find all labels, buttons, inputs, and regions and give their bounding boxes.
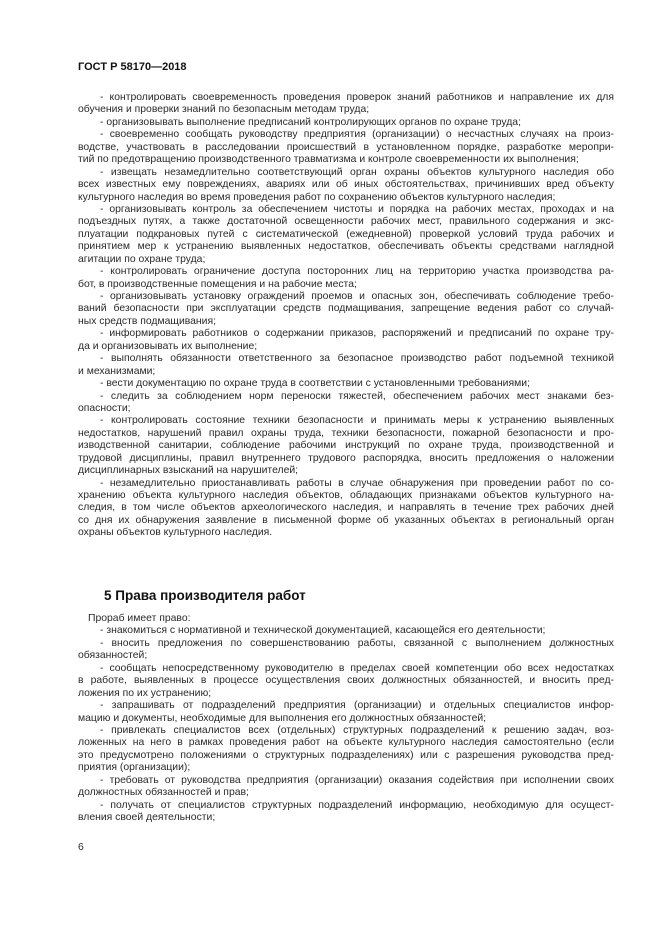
text-line: и механизмами; [78, 365, 156, 377]
text-line: изводственной санитарии, соблюдение рабочими инструкций по охране труда, производственной и [78, 440, 614, 452]
text-line: охраны объектов культурного наследия. [78, 527, 273, 539]
paragraph [78, 663, 614, 700]
text-line: ваний безопасности при эксплуатации средств подмащивания, запрещение ведения работ со случай- [78, 303, 614, 315]
paragraph [78, 478, 614, 540]
text-line: - запрашивать от подразделений предприятия (организации) и отдельных специалистов инфор- [100, 700, 614, 712]
paragraph [78, 700, 614, 725]
text-line: да и организовывать их выполнение; [78, 340, 258, 352]
text-line: приятия (организации); [78, 762, 191, 774]
text-line: бот, в производственные помещения и на рабочие места; [78, 278, 357, 290]
text-line: мацию и документы, необходимые для выполнения его должностных обязанностей; [78, 712, 487, 724]
paragraph [78, 117, 614, 129]
text-line: это предусмотрено положениями о структурных подразделениях) или с разрешения руководства пред- [78, 749, 614, 761]
paragraph [78, 415, 614, 477]
paragraph [78, 129, 614, 166]
text-line: следия, в том числе объектов археологического наследия, и направлять в течение трех рабочих дней [78, 502, 614, 514]
text-line: - организовывать установку ограждений проемов и опасных зон, обеспечивать соблюдение требо- [100, 291, 614, 302]
text-line: - сообщать непосредственному руководителю в пределах своей компетенции обо всех недостатках [100, 662, 614, 674]
paragraph [78, 204, 614, 266]
text-line: - выполнять обязанности ответственного за безопасное производство работ подъемной техникой [100, 353, 614, 365]
text-line: опасности; [78, 402, 131, 414]
text-line: агитации по охране труда; [78, 253, 206, 265]
text-line: должностных обязанностей и прав; [78, 787, 249, 799]
paragraph [78, 353, 614, 378]
text-line: хранению объекта культурного наследия объектов, обладающих признаками объектов культурного на- [78, 490, 614, 501]
paragraph [78, 775, 614, 800]
paragraph [78, 328, 614, 353]
text-line: обучения и проверки знаний по безопасным методам труда; [78, 104, 370, 116]
paragraph [78, 266, 614, 291]
paragraph [78, 638, 614, 663]
text-line: - знакомиться с нормативной и технической документацией, касающейся его деятельности; [100, 625, 546, 637]
paragraph [78, 92, 614, 117]
text-line: культурного наследия во время проведения работ по сохранению объектов культурного наследия; [78, 191, 556, 203]
text-line: всех известных ему повреждениях, авариях или об иных обстоятельствах, причинивших вред объекту [78, 179, 614, 191]
rights-list [78, 613, 614, 824]
text-line: недостатков, нарушений правил охраны труда, техники безопасности, пожарной безопасности и про- [78, 427, 614, 439]
text-line: - контролировать своевременность проведения проверок знаний работников и направление их для [100, 92, 614, 103]
text-line: - следить за соблюдением норм переноски тяжестей, обеспечением рабочих мест знаками без- [100, 390, 614, 402]
text-line: обязанностей; [78, 650, 148, 662]
paragraph [78, 800, 614, 825]
text-line: ных средств подмащивания; [78, 315, 216, 327]
text-line: вления своей деятельности; [78, 812, 216, 823]
duties-list [78, 92, 614, 540]
paragraph [78, 167, 614, 204]
text-line: - контролировать ограничение доступа посторонних лиц на территорию участка производства ра- [100, 266, 614, 278]
text-line: ложения по их устранению; [78, 687, 212, 699]
section-heading: 5 Права производителя работ [104, 588, 306, 603]
text-line: - получать от специалистов структурных подразделений информацию, необходимую для осущест- [100, 799, 614, 811]
text-line: - требовать от руководства предприятия (организации) оказания содействия при исполнении своих [100, 774, 614, 786]
text-line: принятием мер к устранению выявленных недостатков, обеспечивать объекты средствами наглядной [78, 241, 614, 253]
paragraph [78, 391, 614, 416]
text-line: - привлекать специалистов всех (отдельных) структурных подразделений к решению задач, воз- [100, 724, 614, 736]
paragraph [78, 725, 614, 775]
text-line: - организовывать контроль за обеспечением чистоты и порядка на рабочих местах, проходах и на [100, 203, 614, 215]
text-line: - извещать незамедлительно соответствующий орган охраны объектов культурного наследия обо [100, 166, 614, 178]
text-line: - своевременно сообщать руководству предприятия (организации) о несчастных случаях на произ- [100, 129, 614, 141]
text-line: - информировать работников о содержании приказов, распоряжений и предписаний по охране тру- [100, 328, 614, 340]
text-line: водстве, участвовать в расследовании происшествий в установленном порядке, разработке меропри- [78, 141, 614, 153]
text-line: трудовой дисциплины, правил внутреннего трудового распорядка, вносить предложения о наложении [78, 452, 614, 464]
text-line: в работе, выявленных в процессе осуществления своих должностных обязанностей, и вносить пред- [78, 675, 614, 687]
text-line: плуатации подкрановых путей с систематической (ежедневной) проверкой условий труда рабочих и [78, 228, 614, 240]
text-line: - вносить предложения по совершенствованию работы, связанной с выполнением должностных [100, 637, 614, 649]
text-line: - вести документацию по охране труда в соответствии с установленными требованиями; [100, 378, 530, 390]
text-line: тий по предотвращению производственного травматизма и контроле своевременности их выполнения; [78, 154, 579, 166]
text-line: подъездных путях, а также достаточной освещенности рабочих мест, правильного содержания и экс- [78, 216, 614, 228]
text-line: дисциплинарных взысканий на нарушителей; [78, 465, 299, 477]
paragraph [78, 378, 614, 390]
text-line: - организовывать выполнение предписаний контролирующих органов по охране труда; [100, 116, 521, 128]
section-intro: Прораб имеет право: [88, 613, 191, 624]
text-line: ложенных на него в рамках проведения работ на объекте культурного наследия самостоятельно (если [78, 737, 614, 749]
paragraph [78, 625, 614, 637]
text-line: - контролировать состояние техники безопасности и принимать меры к устранению выявленных [100, 415, 614, 427]
paragraph [78, 291, 614, 328]
page-number: 6 [78, 842, 84, 853]
text-line: со дня их обнаружения заявление в письменной форме об указанных объектах в региональный орган [78, 514, 614, 526]
document-header: ГОСТ Р 58170—2018 [78, 61, 187, 73]
text-line: - незамедлительно приостанавливать работы в случае обнаружения при проведении работ по со- [100, 477, 614, 489]
